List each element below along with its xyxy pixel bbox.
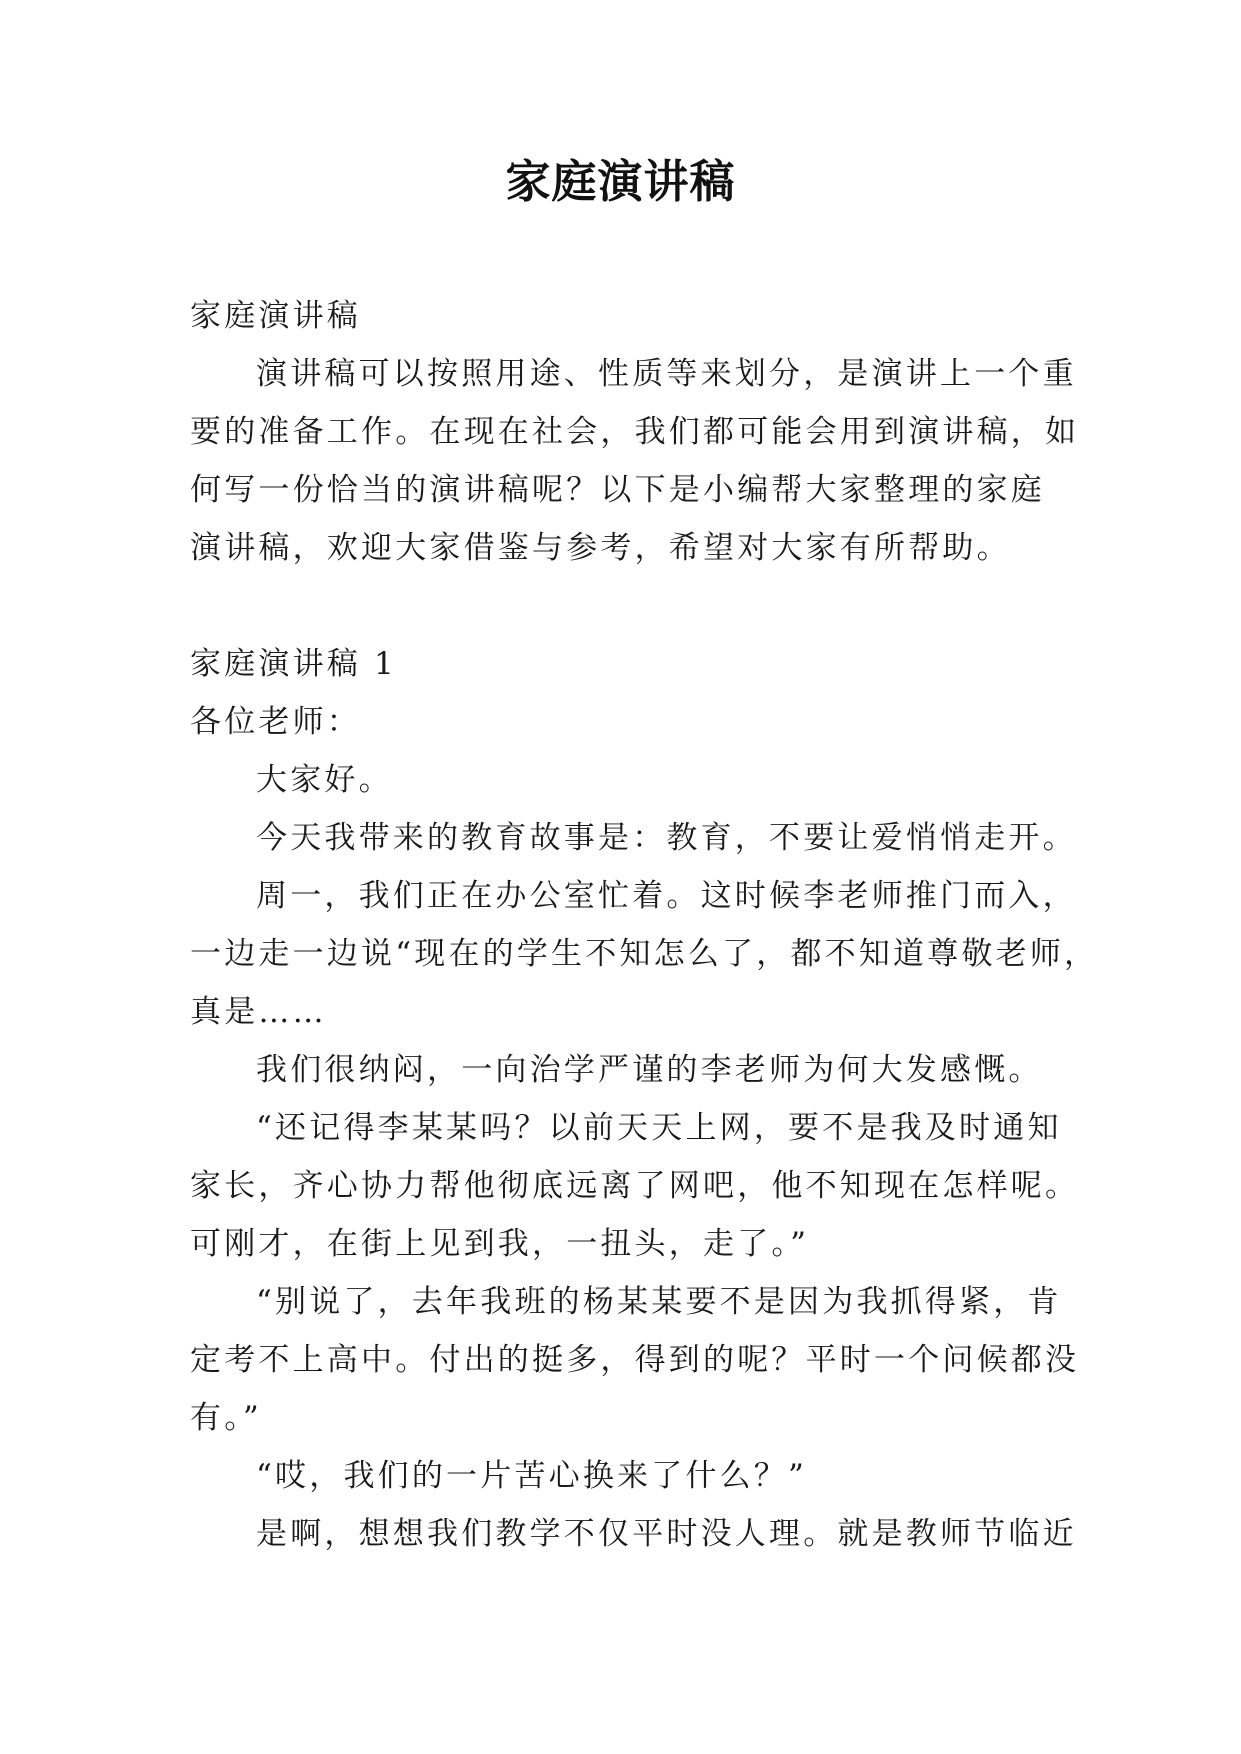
body-paragraph-line: 一边走一边说“现在的学生不知怎么了，都不知道尊敬老师，	[190, 936, 1099, 972]
intro-paragraph-line: 演讲稿，欢迎大家借鉴与参考，希望对大家有所帮助。	[190, 530, 1011, 566]
document-body	[190, 287, 1099, 1563]
body-paragraph-line: 大家好。	[256, 762, 393, 798]
body-paragraph-line: 我们很纳闷，一向治学严谨的李老师为何大发感慨。	[256, 1052, 1043, 1088]
body-paragraph-line: “哎，我们的一片苦心换来了什么？”	[256, 1458, 808, 1494]
document-title: 家庭演讲稿	[505, 155, 736, 208]
body-paragraph-line: 定考不上高中。付出的挺多，得到的呢？平时一个问候都没	[190, 1342, 1080, 1378]
salutation: 各位老师：	[190, 704, 361, 740]
intro-paragraph-line: 要的准备工作。在现在社会，我们都可能会用到演讲稿，如	[190, 414, 1080, 450]
body-paragraph-line: 今天我带来的教育故事是：教育，不要让爱悄悄走开。	[256, 820, 1077, 856]
body-paragraph-line: 是啊，想想我们教学不仅平时没人理。就是教师节临近	[256, 1516, 1077, 1552]
intro-paragraph-line: 何写一份恰当的演讲稿呢？以下是小编帮大家整理的家庭	[190, 472, 1045, 508]
section-heading: 家庭演讲稿	[190, 298, 361, 334]
body-paragraph-line: “别说了，去年我班的杨某某要不是因为我抓得紧，肯	[256, 1284, 1062, 1320]
body-paragraph-line: 家长，齐心协力帮他彻底远离了网吧，他不知现在怎样呢。	[190, 1168, 1080, 1204]
intro-paragraph-line: 演讲稿可以按照用途、性质等来划分，是演讲上一个重	[256, 356, 1077, 392]
speech-heading: 家庭演讲稿 1	[190, 646, 397, 682]
body-paragraph-line: 可刚才，在街上见到我，一扭头，走了。”	[190, 1226, 810, 1262]
body-paragraph-line: 周一，我们正在办公室忙着。这时候李老师推门而入，	[256, 878, 1077, 914]
paragraph-gap	[190, 577, 1070, 635]
body-paragraph-line: 真是……	[190, 994, 327, 1030]
body-paragraph-line: “还记得李某某吗？以前天天上网，要不是我及时通知	[256, 1110, 1062, 1146]
body-paragraph-line: 有。”	[190, 1400, 262, 1436]
